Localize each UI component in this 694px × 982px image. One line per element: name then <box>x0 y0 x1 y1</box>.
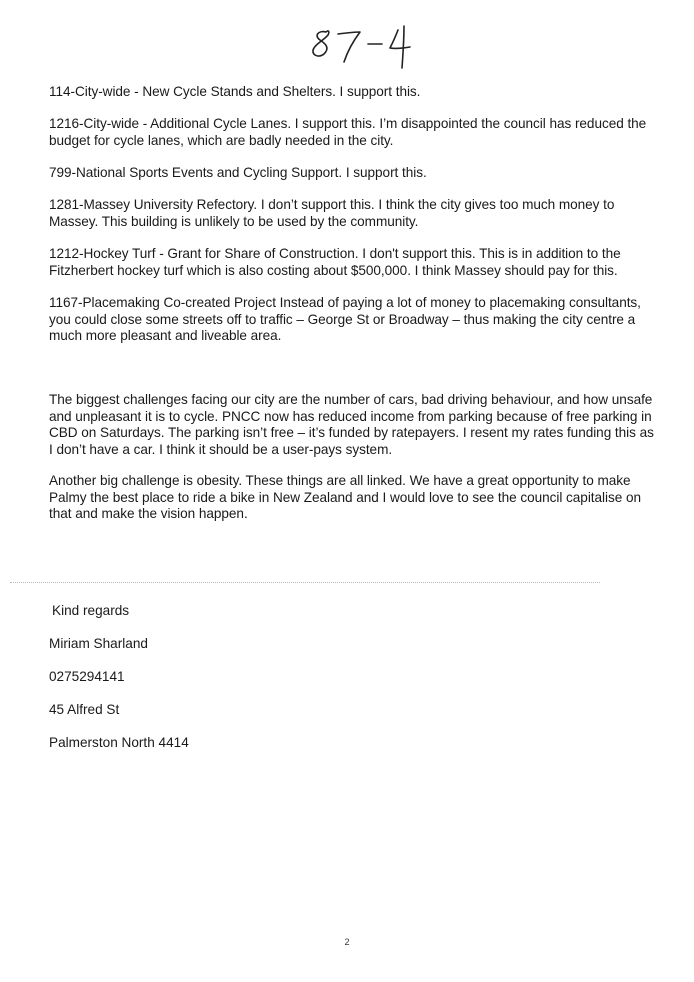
challenges-paragraph: The biggest challenges facing our city are the number of cars, bad driving behaviour, and how unsafe and unpleasant it is to cycle. PNCC now has reduced income from parking because of free parking in CBD on Saturdays. The parking isn’t free – it’s funded by ratepayers. I resent my rates funding this as I don’t have a car. I think it should be a user-pays system. <box>49 392 654 457</box>
item-1281-block <box>49 197 659 230</box>
submission-body <box>49 84 659 101</box>
item-1167-block <box>49 295 659 345</box>
closing-text: Kind regards <box>52 603 130 618</box>
signer-name: Miriam Sharland <box>49 636 148 651</box>
handwritten-reference-number <box>296 22 426 74</box>
city-postcode: Palmerston North 4414 <box>49 735 189 750</box>
challenges-block <box>49 392 659 458</box>
obesity-paragraph: Another big challenge is obesity. These things are all linked. We have a great opportunity to make Palmy the best place to ride a bike in New Zealand and I would love to see the council capitalise on that and make the vision happen. <box>49 473 641 521</box>
obesity-block <box>49 473 659 523</box>
item-799-block <box>49 165 659 182</box>
divider <box>10 582 600 583</box>
item-1281-paragraph: 1281-Massey University Refectory. I don’t support this. I think the city gives too much money to Massey. This building is unlikely to be used by the community. <box>49 197 615 229</box>
item-1167-paragraph: 1167-Placemaking Co-created Project Instead of paying a lot of money to placemaking consultants, you could close some streets off to traffic – George St or Broadway – thus making the city centre a much more pleasant and liveable area. <box>49 295 641 343</box>
item-1216-block <box>49 116 659 149</box>
item-799-paragraph: 799-National Sports Events and Cycling Support. I support this. <box>49 165 427 180</box>
page-number: 2 <box>344 937 350 947</box>
phone-number: 0275294141 <box>49 669 125 684</box>
item-1212-paragraph: 1212-Hockey Turf - Grant for Share of Construction. I don't support this. This is in addition to the Fitzherbert hockey turf which is also costing about $500,000. I think Massey should pay for this. <box>49 246 621 278</box>
street-address: 45 Alfred St <box>49 702 120 717</box>
item-114-paragraph: 114-City-wide - New Cycle Stands and Shelters. I support this. <box>49 84 421 99</box>
item-1212-block <box>49 246 659 279</box>
item-1216-paragraph: 1216-City-wide - Additional Cycle Lanes. I support this. I’m disappointed the council has reduced the budget for cycle lanes, which are badly needed in the city. <box>49 116 647 148</box>
